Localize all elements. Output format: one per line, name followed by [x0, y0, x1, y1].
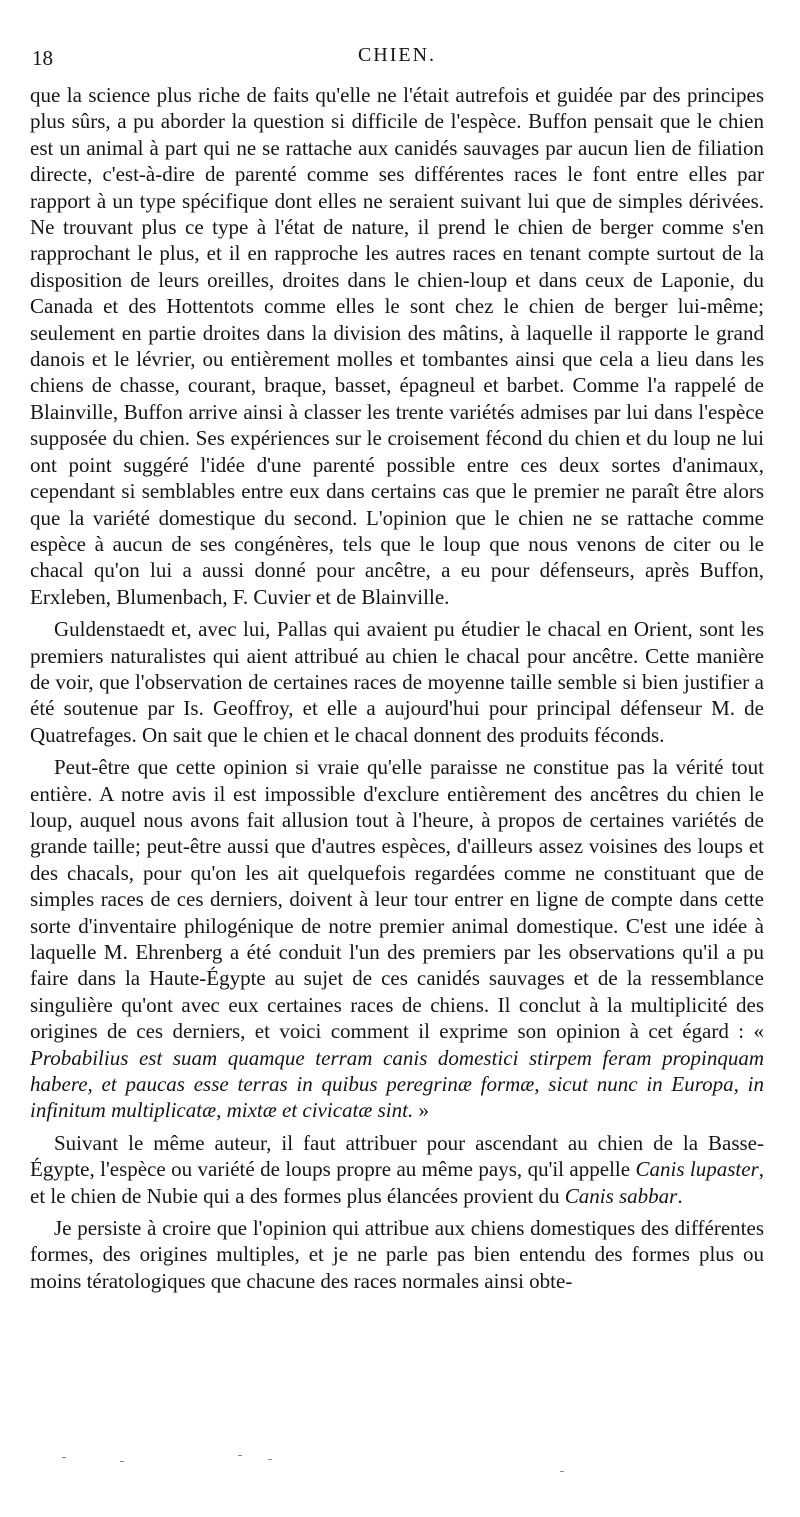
species-name: Canis lupaster — [635, 1157, 759, 1182]
page-number: 18 — [32, 46, 53, 70]
text-run: » — [413, 1098, 429, 1123]
text-run: , et le chien de Nubie qui a des formes plus élancées provient du — [30, 1157, 764, 1208]
text-run: Peut-être que cette opinion si vraie qu'elle paraisse ne constitue pas la vérité tout entière. A notre avis il est impossible d'exclure entièrement des ancêtres du chien le loup, auquel nous avons fait allusion tout à l'heure, à propos de certaines variétés de grande taille; peut-être aussi que d'autres espèces, d'ailleurs assez voisines des loups et des chacals, pour qu'on les ait quelquefois regardées comme ne constituant que de simples races de ces derniers, doivent à leur tour entrer en ligne de compte dans cette sorte d'inventaire philogénique de notre premier animal domestique. C'est une idée à laquelle M. Ehrenberg a été conduit l'un des premiers par les observations qu'il a pu faire dans la Haute-Égypte au sujet de ces canidés sauvages et de la ressemblance singulière qu'ont avec eux certaines races de chiens. Il conclut à la multiplicité des origines de ces derniers, et voici comment il exprime son opinion à cet égard : « — [30, 755, 764, 1044]
running-head: CHIEN. — [357, 44, 437, 66]
scan-speck — [268, 1459, 272, 1460]
text-run: Guldenstaedt et, avec lui, Pallas qui avaient pu étudier le chacal en Orient, sont les premiers naturalistes qui aient attribué au chien le chacal pour ancêtre. Cette manière de voir, que l'observation de certaines races de moyenne taille semble si bien justifier a été soutenue par Is. Geoffroy, et elle a aujourd'hui pour principal défenseur M. de Quatrefages. On sait que le chien et le chacal donnent des produits féconds. — [30, 617, 764, 747]
body-text — [30, 82, 764, 1294]
scan-speck — [62, 1457, 66, 1458]
scan-speck — [120, 1461, 124, 1462]
paragraph — [30, 1215, 764, 1294]
scan-specks — [0, 1397, 800, 1517]
scan-speck — [560, 1471, 564, 1472]
latin-quotation: Probabilius est suam quamque terram canis domestici stirpem feram propinquam habere, et paucas esse terras in quibus peregrinæ formæ, sicut nunc in Europa, in infinitum multiplicatæ, mixtæ et civicatæ sint. — [30, 1045, 764, 1123]
text-run: Je persiste à croire que l'opinion qui attribue aux chiens domestiques des différentes formes, des origines multiples, et je ne parle pas bien entendu des formes plus ou moins tératologiques que chacune des races normales ainsi obte- — [30, 1216, 764, 1293]
paragraph — [30, 616, 764, 748]
scan-speck — [238, 1455, 242, 1456]
text-run: . — [677, 1183, 683, 1208]
page-header — [30, 38, 764, 82]
text-run: que la science plus riche de faits qu'elle ne l'était autrefois et guidée par des principes plus sûrs, a pu aborder la question si difficile de l'espèce. Buffon pensait que le chien est un animal à part qui ne se rattache aux canidés sauvages par aucun lien de filiation directe, c'est-à-dire de parenté comme ses différentes races le font entre elles par rapport à un type spécifique dont elles ne seraient suivant lui que de simples dérivées. Ne trouvant plus ce type à l'état de nature, il prend le chien de berger comme s'en rapprochant le plus, et il en rapproche les autres races en tenant compte surtout de la disposition de leurs oreilles, droites dans le chien-loup et dans ceux de Laponie, du Canada et des Hottentots comme elles le sont chez le chien de berger lui-même; seulement en partie droites dans la division des mâtins, à laquelle il rapporte le grand danois et le lévrier, ou entièrement molles et tombantes ainsi que cela a lieu dans les chiens de chasse, courant, braque, basset, épagneul et barbet. Comme l'a rappelé de Blainville, Buffon arrive ainsi à classer les trente variétés admises par lui dans l'espèce supposée du chien. Ses expériences sur le croisement fécond du chien et du loup ne lui ont point suggéré l'idée d'une parenté possible entre ces deux sortes d'animaux, cependant si semblables entre eux dans certains cas que le premier ne paraît être alors que la variété domestique du second. L'opinion que le chien ne se rattache comme espèce à aucun de ses congénères, tels que le loup que nous venons de citer ou le chacal qu'on lui a aussi donné pour ancêtre, a eu pour défenseurs, après Buffon, Erxleben, Blumenbach, F. Cuvier et de Blainville. — [30, 83, 764, 609]
paragraph — [30, 1130, 764, 1209]
document-page — [30, 38, 764, 1294]
paragraph — [30, 82, 764, 610]
species-name: Canis sabbar — [564, 1183, 678, 1208]
paragraph — [30, 754, 764, 1124]
text-run: Suivant le même auteur, il faut attribuer pour ascendant au chien de la Basse-Égypte, l'espèce ou variété de loups propre au même pays, qu'il appelle — [30, 1130, 764, 1182]
